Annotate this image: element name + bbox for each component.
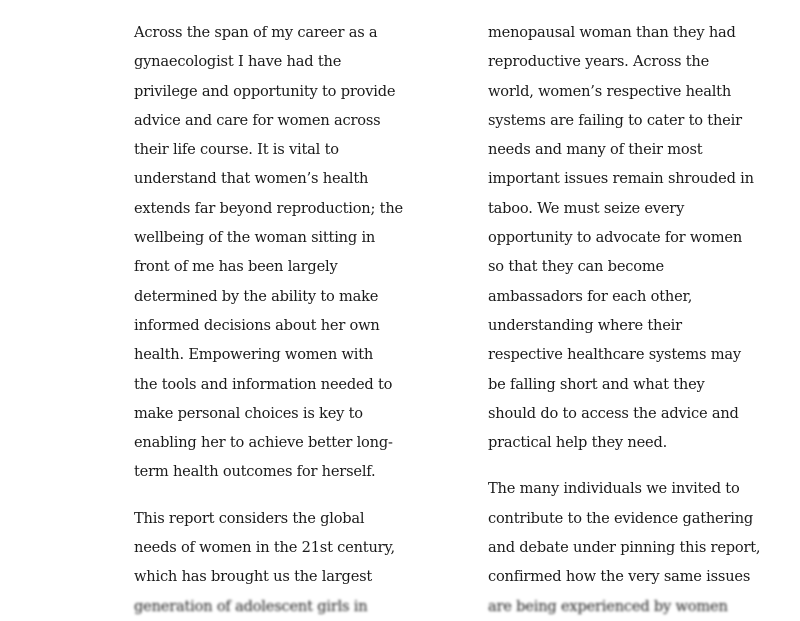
text-line: wellbeing of the woman sitting in xyxy=(134,229,376,247)
text-line: determined by the ability to make xyxy=(134,287,379,305)
text-line: so that they can become xyxy=(488,258,664,276)
text-line: front of me has been largely xyxy=(134,258,338,276)
right-paragraph-1 xyxy=(488,18,758,457)
text-line: extends far beyond reproduction; the xyxy=(134,199,403,217)
left-paragraph-2 xyxy=(134,504,404,621)
text-line: enabling her to achieve better long- xyxy=(134,434,393,452)
text-line: make personal choices is key to xyxy=(134,404,363,422)
text-line: systems are failing to cater to their xyxy=(488,111,742,129)
paragraph-gap xyxy=(488,457,758,474)
text-line: their life course. It is vital to xyxy=(134,141,339,159)
text-line: Across the span of my career as a xyxy=(134,24,378,41)
text-line: term health outcomes for herself. xyxy=(134,463,376,481)
text-line: which has brought us the largest xyxy=(134,568,373,586)
paragraph-gap xyxy=(134,487,404,504)
text-line: should do to access the advice and xyxy=(488,404,739,422)
text-line: needs of women in the 21st century, xyxy=(134,539,395,557)
text-line: gynaecologist I have had the xyxy=(134,53,342,71)
text-line: informed decisions about her own xyxy=(134,316,380,334)
text-line: the tools and information needed to xyxy=(134,375,393,393)
text-line: opportunity to advocate for women xyxy=(488,229,743,247)
text-line-cutoff: are being experienced by women xyxy=(488,597,728,615)
text-line: advice and care for women across xyxy=(134,111,381,129)
text-line: ambassadors for each other, xyxy=(488,287,693,305)
text-line: world, women’s respective health xyxy=(488,82,732,100)
text-line: respective healthcare systems may xyxy=(488,346,741,364)
left-paragraph-1 xyxy=(134,18,404,487)
left-column xyxy=(134,18,404,621)
text-line: health. Empowering women with xyxy=(134,346,374,364)
text-line: and debate under pinning this report, xyxy=(488,539,761,557)
text-line: be falling short and what they xyxy=(488,375,705,393)
text-line: This report considers the global xyxy=(134,509,365,527)
text-line: contribute to the evidence gathering xyxy=(488,509,754,527)
text-line: privilege and opportunity to provide xyxy=(134,82,396,100)
right-column xyxy=(488,18,761,621)
right-paragraph-2 xyxy=(488,474,761,620)
text-line: reproductive years. Across the xyxy=(488,53,710,71)
text-line: practical help they need. xyxy=(488,434,668,452)
text-line: confirmed how the very same issues xyxy=(488,568,751,586)
text-line-cutoff: generation of adolescent girls in xyxy=(134,597,368,615)
text-line: understanding where their xyxy=(488,316,682,334)
text-line: important issues remain shrouded in xyxy=(488,170,754,188)
text-line: taboo. We must seize every xyxy=(488,199,685,217)
text-line: menopausal woman than they had xyxy=(488,24,736,41)
text-line: The many individuals we invited to xyxy=(488,480,740,498)
text-line: understand that women’s health xyxy=(134,170,369,188)
text-line: needs and many of their most xyxy=(488,141,703,159)
